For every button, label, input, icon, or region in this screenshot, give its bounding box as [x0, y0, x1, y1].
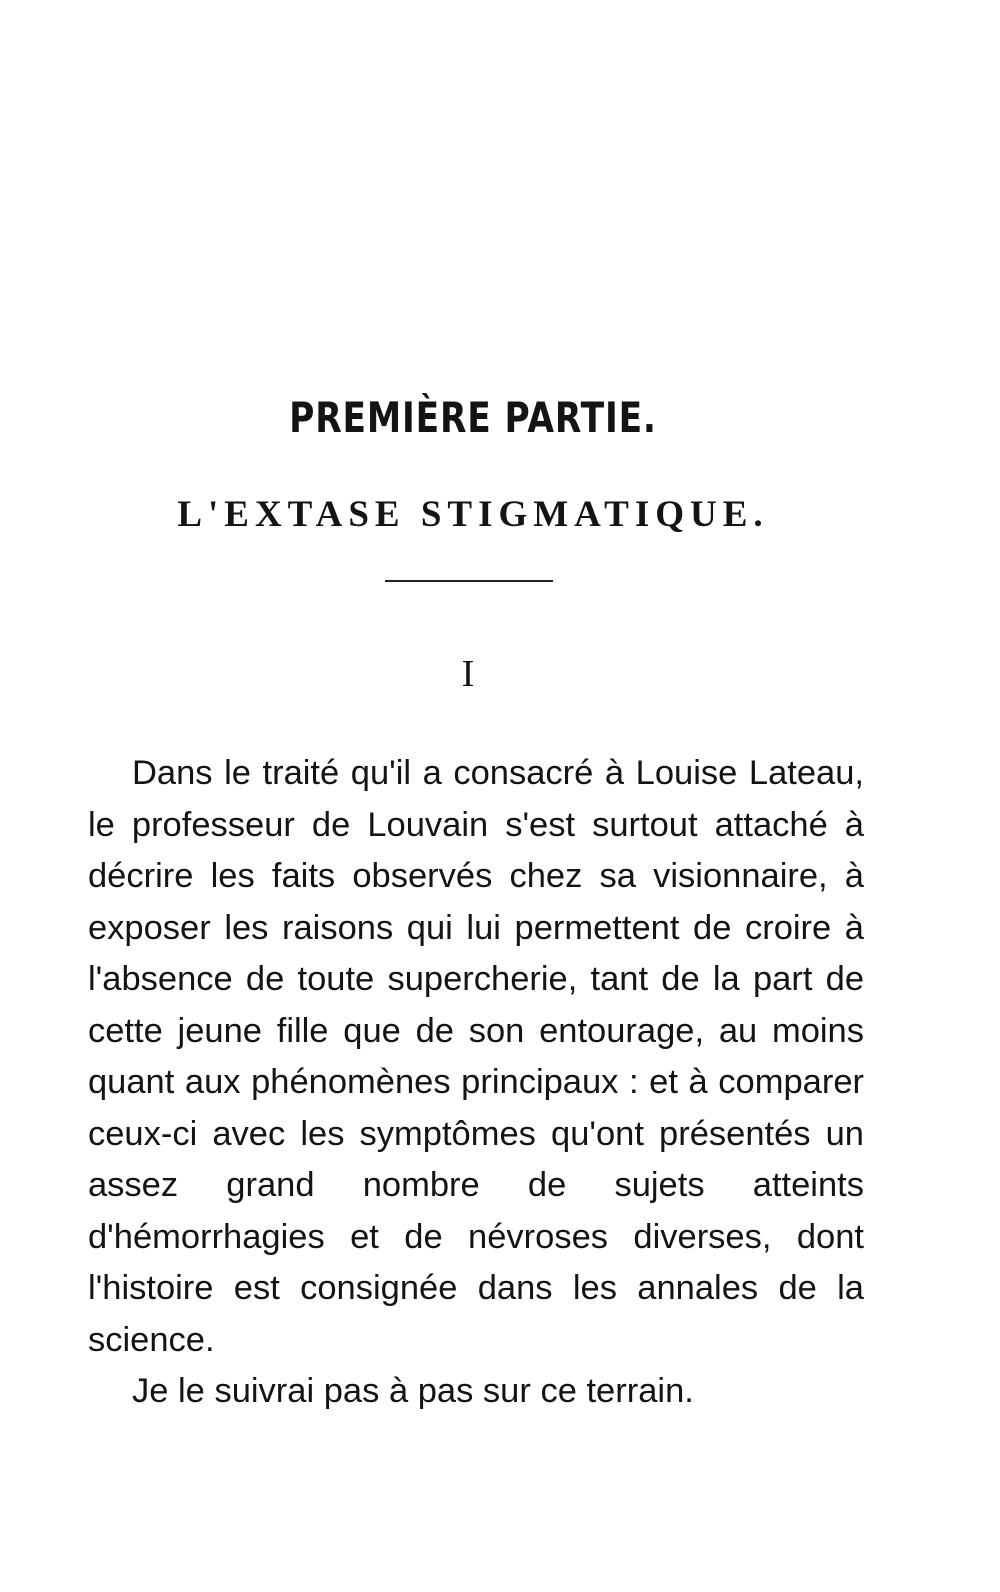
paragraph: Dans le traité qu'il a consacré à Louise Lateau, le professeur de Louvain s'est surtout attaché à décrire les faits observés chez sa visionnaire, à exposer les raisons qui lui permettent de croire à l'absence de toute supercherie, tant de la part de cette jeune fille que de son entourage, au moins quant aux phénomènes principaux : et à comparer ceux-ci avec les symptômes qu'ont présentés un assez grand nombre de sujets atteints d'hémorrhagies et de névroses diverses, dont l'histoire est consignée dans les annales de la science. [88, 754, 864, 1359]
paragraph: Je le suivrai pas à pas sur ce terrain. [132, 1372, 694, 1410]
body-text [88, 748, 864, 1418]
part-title: PREMIÈRE PARTIE. [289, 393, 657, 442]
chapter-number: I [461, 653, 475, 695]
horizontal-rule [385, 580, 553, 582]
section-subtitle: L'EXTASE STIGMATIQUE. [177, 494, 769, 535]
